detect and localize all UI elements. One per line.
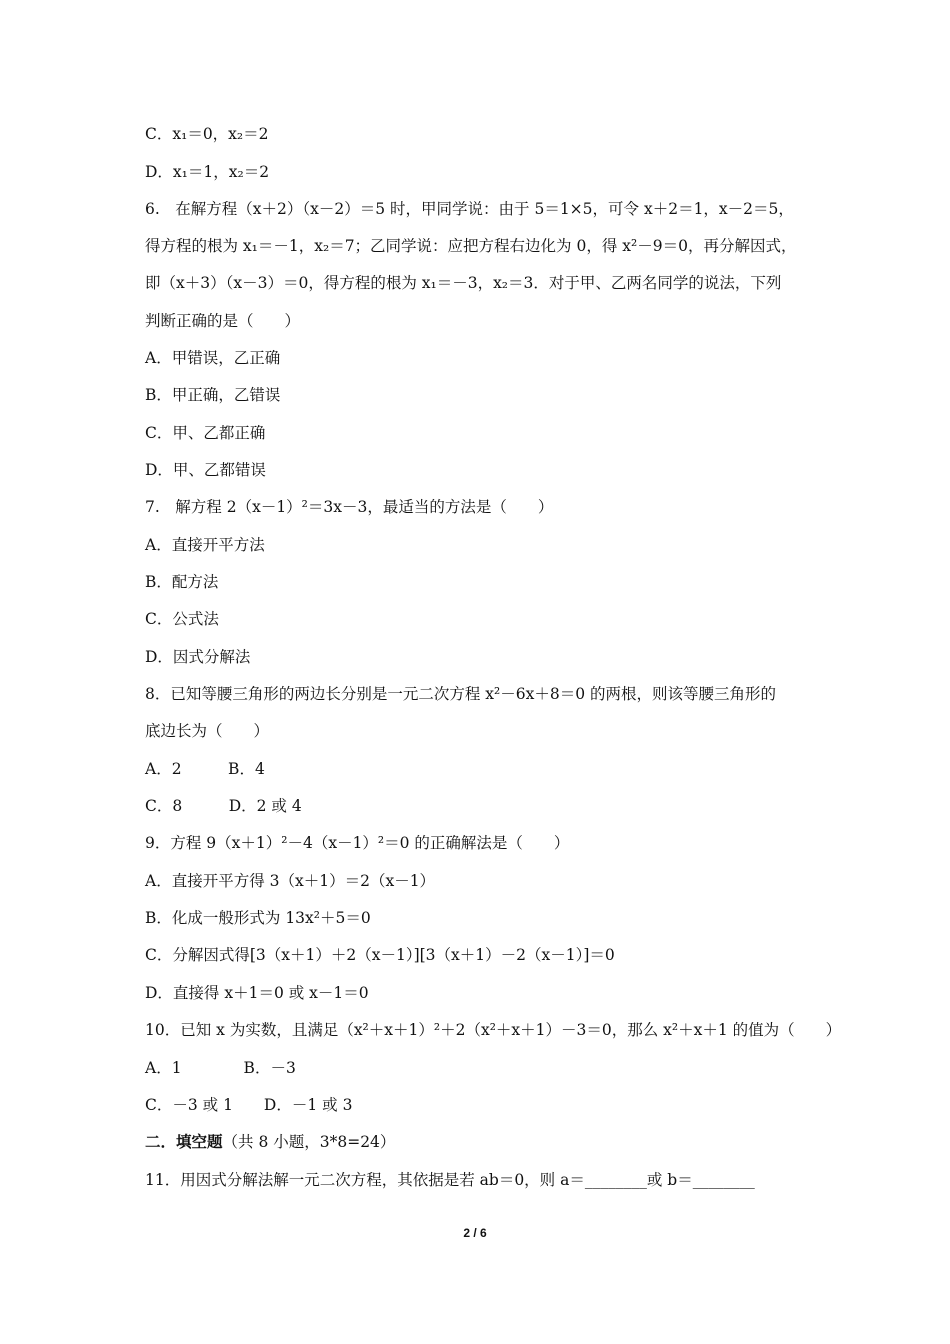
section-title: 二．填空题: [145, 1132, 223, 1151]
q7-text: 7. 解方程 2（x－1）²＝3x－3，最适当的方法是（ ）: [145, 498, 554, 516]
q6-option-a: A．甲错误，乙正确: [145, 349, 281, 367]
q6-text-line-4: 判断正确的是（ ）: [145, 312, 301, 330]
q9-option-b: B．化成一般形式为 13x²＋5＝0: [145, 909, 371, 927]
q6-text-line-1: 6. 在解方程（x＋2）（x－2）＝5 时，甲同学说：由于 5＝1×5，可令 x＋2＝1，x－2＝5，: [145, 200, 794, 218]
q7-option-d: D．因式分解法: [145, 648, 251, 666]
q9-option-c: C．分解因式得[3（x＋1）＋2（x－1）][3（x＋1）－2（x－1）]＝0: [145, 946, 615, 964]
q5-option-c: C．x₁＝0，x₂＝2: [145, 125, 269, 143]
q7-option-c: C．公式法: [145, 610, 219, 628]
q6-text-line-3: 即（x＋3）（x－3）＝0，得方程的根为 x₁＝－3，x₂＝3．对于甲、乙两名同学的说法，下列: [145, 274, 782, 292]
q8-options-ab: A．2 B．4: [145, 760, 265, 778]
q9-text: 9．方程 9（x＋1）²－4（x－1）²＝0 的正确解法是（ ）: [145, 834, 570, 852]
q8-text-line-1: 8．已知等腰三角形的两边长分别是一元二次方程 x²－6x＋8＝0 的两根，则该等腰三角形的: [145, 685, 776, 703]
q7-option-a: A．直接开平方法: [145, 536, 265, 554]
q7-option-b: B．配方法: [145, 573, 219, 591]
q6-option-c: C．甲、乙都正确: [145, 424, 266, 442]
page-number: 2 / 6: [463, 1226, 487, 1240]
q9-option-d: D．直接得 x＋1＝0 或 x－1＝0: [145, 984, 369, 1002]
q9-option-a: A．直接开平方得 3（x＋1）＝2（x－1）: [145, 872, 436, 890]
q5-option-d: D．x₁＝1，x₂＝2: [145, 163, 270, 181]
q8-options-cd: C．8 D．2 或 4: [145, 797, 302, 815]
section-heading: [145, 1132, 395, 1152]
q10-text: 10．已知 x 为实数，且满足（x²＋x＋1）²＋2（x²＋x＋1）－3＝0，那么 x²＋x＋1 的值为（ ）: [145, 1021, 842, 1039]
q10-options-cd: C．－3 或 1 D．－1 或 3: [145, 1096, 353, 1114]
q6-option-b: B．甲正确，乙错误: [145, 386, 281, 404]
q10-options-ab: A．1 B．－3: [145, 1059, 296, 1077]
q6-option-d: D．甲、乙都错误: [145, 461, 266, 479]
q6-text-line-2: 得方程的根为 x₁＝－1，x₂＝7；乙同学说：应把方程右边化为 0，得 x²－9＝0，再分解因式，: [145, 237, 797, 255]
q8-text-line-2: 底边长为（ ）: [145, 722, 270, 740]
section-subtitle: （共 8 小题，3*8=24）: [222, 1133, 396, 1151]
q11-text: 11．用因式分解法解一元二次方程，其依据是若 ab＝0，则 a＝________或 b＝________: [145, 1171, 755, 1189]
